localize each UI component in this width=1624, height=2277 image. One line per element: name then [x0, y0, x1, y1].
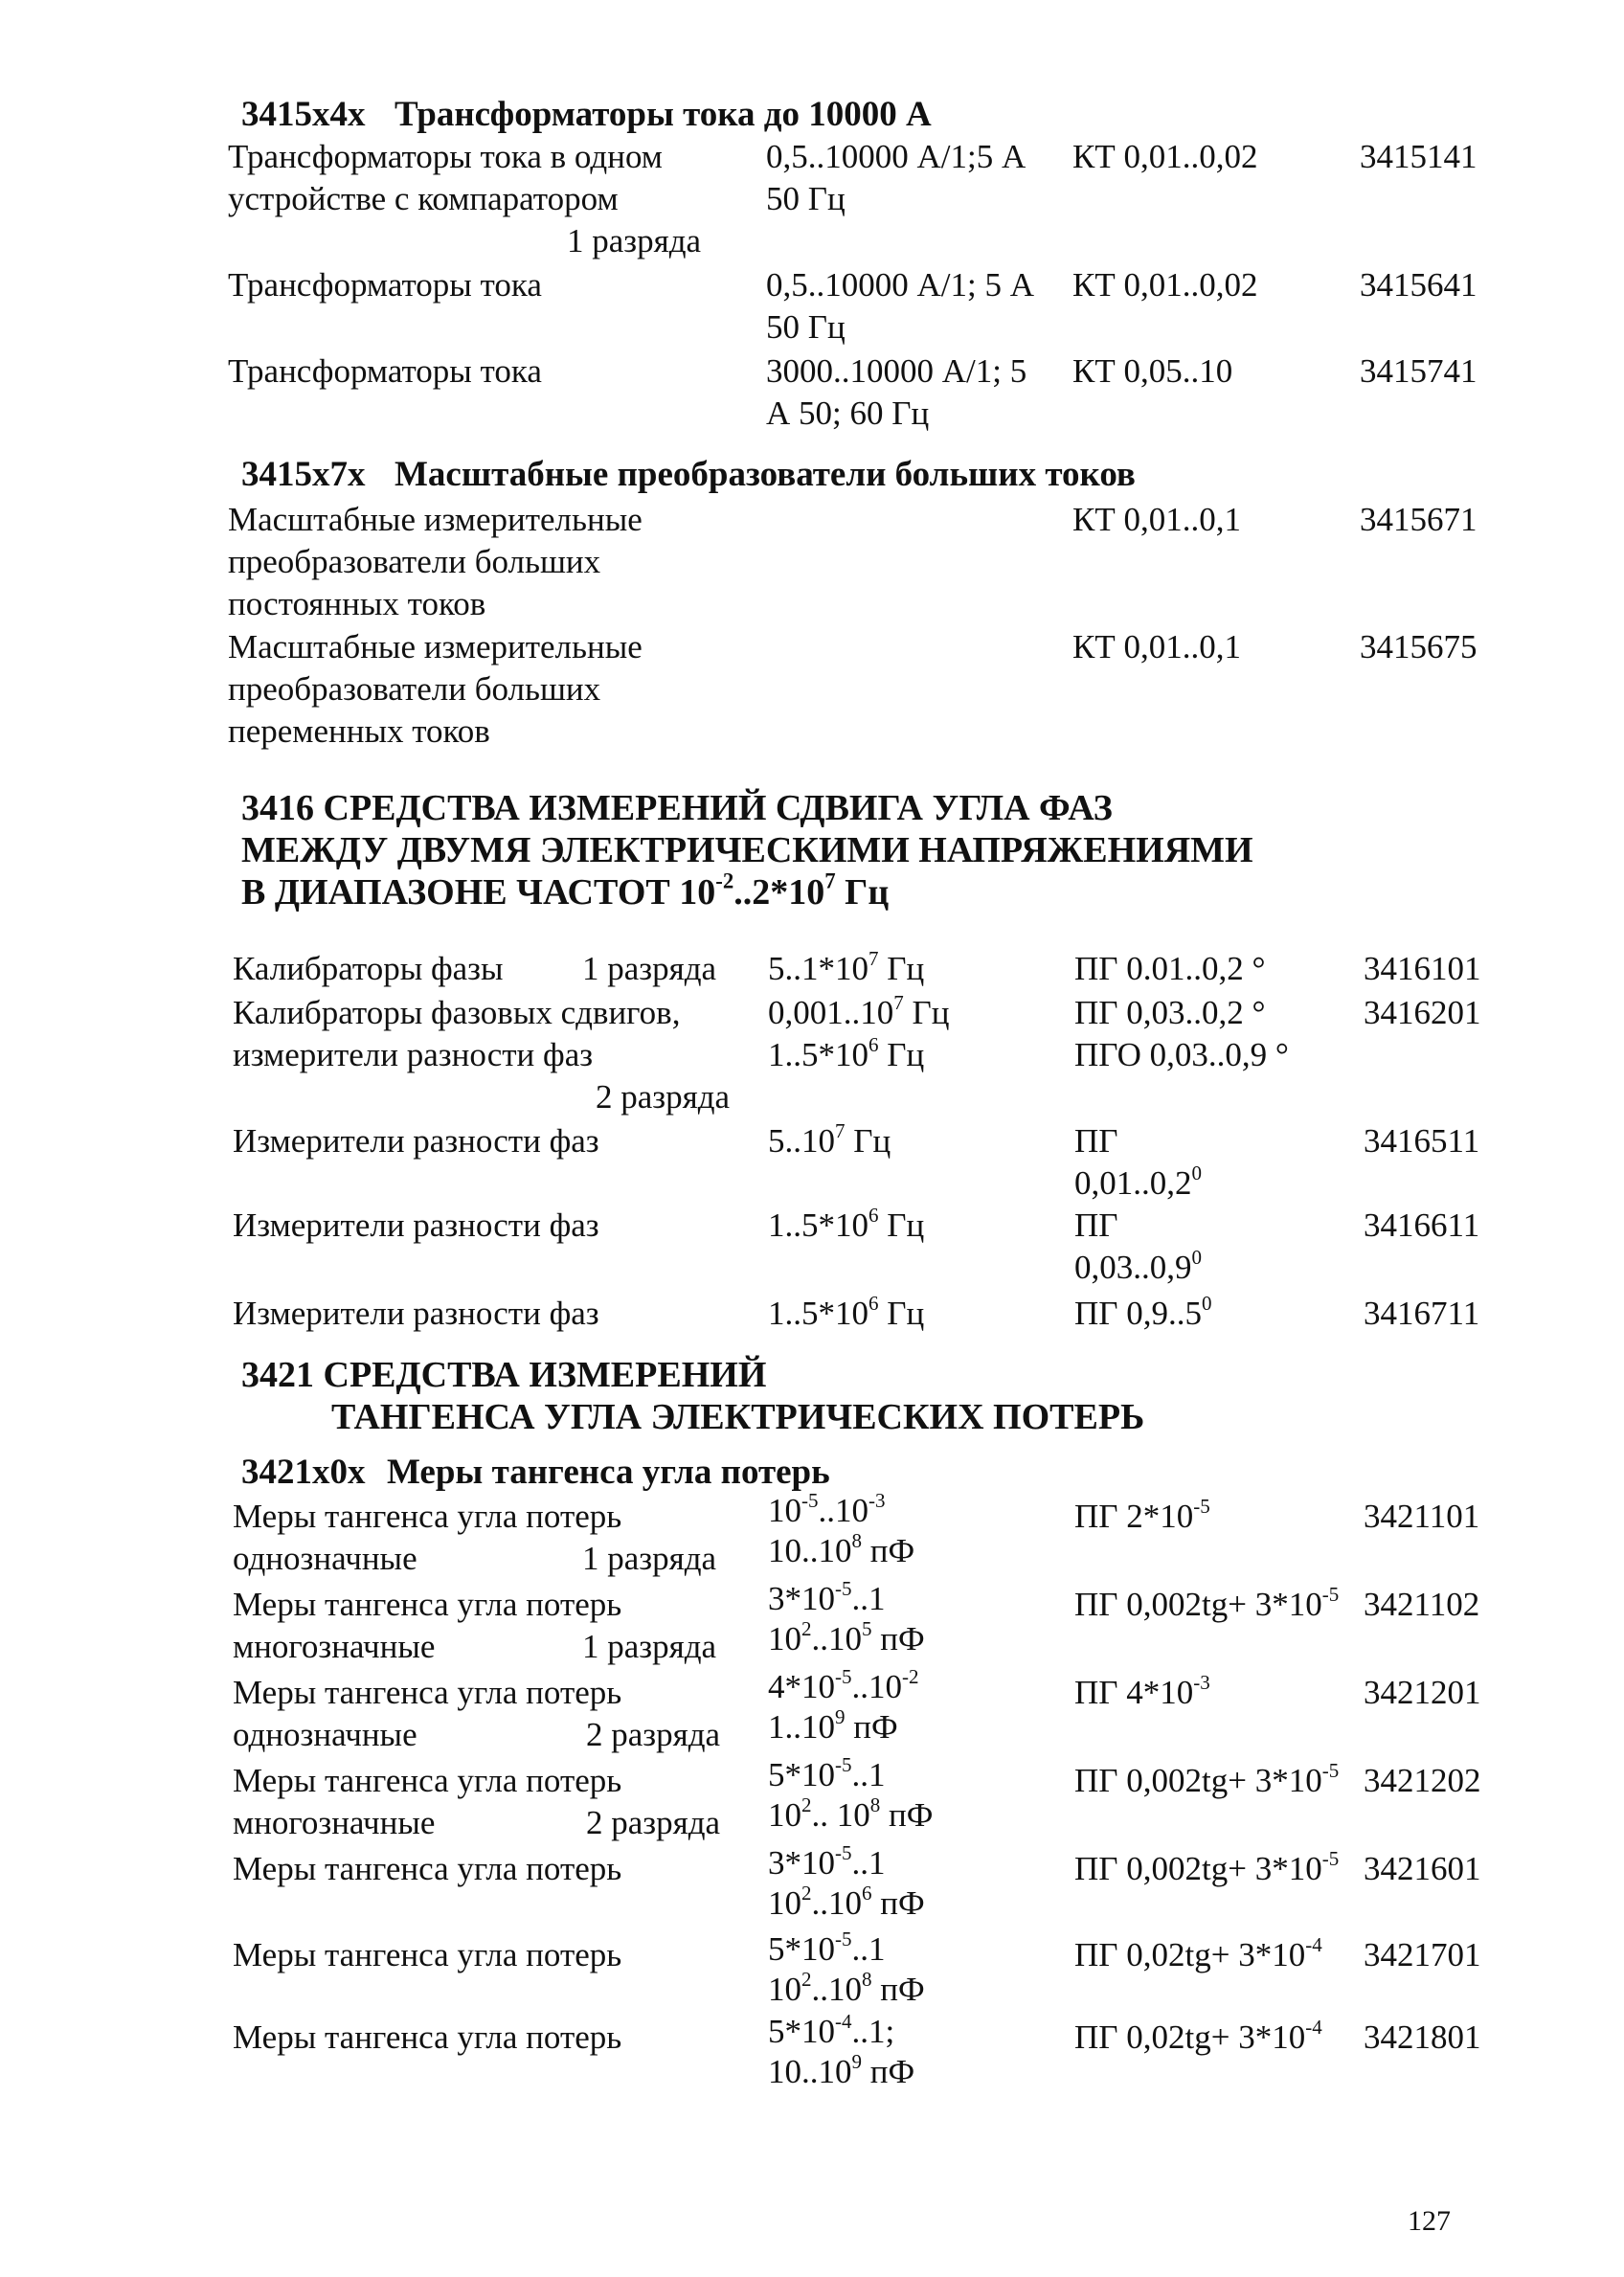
row-name: Калибраторы фазовых сдвигов,: [233, 994, 681, 1031]
row-range: 5..10$^7$ Гц: [768, 1118, 891, 1160]
row-code: 3415141: [1360, 138, 1477, 175]
row-grade: 2 разряда: [586, 1716, 721, 1753]
row-name: Калибраторы фазы: [233, 950, 504, 987]
row-accuracy: ПГ 0.01..0,2 °: [1074, 950, 1266, 987]
row-name: Трансформаторы тока в одном: [228, 138, 663, 175]
row-code: 3421101: [1364, 1498, 1480, 1535]
row-code: 3415671: [1360, 501, 1477, 538]
section-title-line: В ДИАПАЗОНЕ ЧАСТОТ $10^{-2}..2*10^7$ Гц: [241, 868, 890, 913]
section-title-line: 3416 СРЕДСТВА ИЗМЕРЕНИЙ СДВИГА УГЛА ФАЗ: [241, 788, 1113, 828]
row-range: $1..5*10^6$ Гц: [768, 1203, 925, 1244]
row-name: Меры тангенса угла потерь: [233, 1762, 622, 1799]
row-accuracy: КТ 0,01..0,1: [1072, 501, 1241, 538]
row-name: Масштабные измерительные: [228, 501, 643, 538]
row-name: однозначные: [233, 1716, 417, 1753]
section-title-line: 3421 СРЕДСТВА ИЗМЕРЕНИЙ: [241, 1355, 767, 1395]
subsection-title: Меры тангенса угла потерь: [387, 1453, 830, 1492]
subsection-title: Масштабные преобразователи больших токов: [395, 455, 1136, 494]
row-code: 3416101: [1364, 950, 1481, 987]
row-name: однозначные: [233, 1540, 417, 1577]
row-accuracy: ПГ $0,02tg+ 3*10^{-4}$: [1074, 1932, 1322, 1973]
row-range: $5*10^{-5}..1$: [768, 1752, 886, 1793]
row-range: 50 Гц: [766, 180, 846, 217]
row-range: 10..10$^8$ пФ: [768, 1528, 915, 1569]
row-range: 50 Гц: [766, 308, 846, 346]
row-code: 3415675: [1360, 628, 1477, 665]
page-number: 127: [1408, 2205, 1451, 2237]
row-name: Трансформаторы тока: [228, 352, 542, 390]
row-name: измерители разности фаз: [233, 1036, 594, 1073]
row-name: преобразователи больших: [228, 543, 601, 580]
row-name: Меры тангенса угла потерь: [233, 1586, 622, 1623]
row-name: многозначные: [233, 1628, 436, 1665]
row-accuracy: ПГ 0,9..5$^0$: [1074, 1291, 1212, 1332]
row-name: Меры тангенса угла потерь: [233, 1674, 622, 1711]
row-grade: 1 разряда: [567, 222, 702, 259]
row-range: $10^2$.. $10^8$ пФ: [768, 1792, 934, 1834]
row-grade: 1 разряда: [582, 950, 717, 987]
row-accuracy: ПГ $0,002tg+ 3*10^{-5}$: [1074, 1758, 1340, 1799]
row-name: Измерители разности фаз: [233, 1206, 599, 1244]
row-range: А 50; 60 Гц: [766, 395, 930, 432]
row-range: $5*10^{-4}..1$;: [768, 2009, 895, 2050]
subsection-code: 3415x7x: [241, 455, 366, 494]
row-grade: 2 разряда: [586, 1804, 721, 1841]
row-code: 3416711: [1364, 1295, 1480, 1332]
section-title-line: ТАНГЕНСА УГЛА ЭЛЕКТРИЧЕСКИХ ПОТЕРЬ: [331, 1397, 1145, 1437]
row-range: $1..5*10^6$ Гц: [768, 1032, 925, 1073]
row-code: 3421102: [1364, 1586, 1480, 1623]
row-code: 3416611: [1364, 1206, 1480, 1244]
row-name: Масштабные измерительные: [228, 628, 643, 665]
row-range: $3*10^{-5}..1$: [768, 1840, 886, 1882]
row-accuracy: КТ 0,01..0,02: [1072, 138, 1258, 175]
row-grade: 2 разряда: [596, 1078, 731, 1116]
row-code: 3421202: [1364, 1762, 1481, 1799]
row-accuracy: 0,03..0,9$^0$: [1074, 1245, 1202, 1286]
row-range: $10^2..10^5$ пФ: [768, 1616, 925, 1657]
row-name: Меры тангенса угла потерь: [233, 1936, 622, 1973]
row-name: преобразователи больших: [228, 670, 601, 708]
row-accuracy: ПГ: [1074, 1122, 1118, 1160]
row-accuracy: ПГ: [1074, 1206, 1118, 1244]
subsection-code: 3415x4x: [241, 95, 366, 134]
row-name: переменных токов: [228, 712, 490, 750]
row-name: Измерители разности фаз: [233, 1295, 599, 1332]
row-range: $10^2..10^6$ пФ: [768, 1881, 925, 1922]
row-code: 3416201: [1364, 994, 1481, 1031]
row-code: 3415741: [1360, 352, 1477, 390]
row-grade: 1 разряда: [582, 1540, 717, 1577]
row-accuracy: ПГО 0,03..0,9 °: [1074, 1036, 1289, 1073]
row-name: Трансформаторы тока: [228, 266, 542, 304]
row-range: $1..5*10^6$ Гц: [768, 1291, 925, 1332]
row-accuracy: КТ 0,01..0,1: [1072, 628, 1241, 665]
row-name: устройстве с компаратором: [228, 180, 619, 217]
row-range: 0,5..10000 А/1; 5 А: [766, 266, 1034, 304]
row-range: $5*10^{-5}..1$: [768, 1927, 886, 1968]
row-accuracy: ПГ $2*10^{-5}$: [1074, 1494, 1210, 1535]
row-range: $4*10^{-5}..10^{-2}$: [768, 1664, 919, 1705]
row-code: 3421701: [1364, 1936, 1481, 1973]
row-range: $10^2..10^8$ пФ: [768, 1967, 925, 2008]
subsection-code: 3421x0x: [241, 1453, 366, 1492]
row-name: постоянных токов: [228, 585, 486, 622]
row-code: 3421801: [1364, 2018, 1481, 2056]
row-range: 10..10$^9$ пФ: [768, 2049, 915, 2090]
row-accuracy: ПГ 0,03..0,2 °: [1074, 994, 1266, 1031]
row-accuracy: КТ 0,01..0,02: [1072, 266, 1258, 304]
row-accuracy: КТ 0,05..10: [1072, 352, 1233, 390]
subsection-title: Трансформаторы тока до 10000 А: [395, 95, 932, 134]
row-code: 3421601: [1364, 1850, 1481, 1887]
row-name: Меры тангенса угла потерь: [233, 1850, 622, 1887]
row-accuracy: ПГ $0,002tg+ 3*10^{-5}$: [1074, 1582, 1340, 1623]
row-code: 3421201: [1364, 1674, 1481, 1711]
row-accuracy: ПГ $0,02tg+ 3*10^{-4}$: [1074, 2015, 1322, 2056]
row-range: $5..1*10^7$ Гц: [768, 946, 925, 987]
row-range: $3*10^{-5}..1$: [768, 1576, 886, 1617]
row-accuracy: ПГ $4*10^{-3}$: [1074, 1670, 1210, 1711]
section-title-line: МЕЖДУ ДВУМЯ ЭЛЕКТРИЧЕСКИМИ НАПРЯЖЕНИЯМИ: [241, 830, 1253, 870]
row-range: 0,001..10$^7$ Гц: [768, 990, 950, 1031]
row-range: $10^{-5}..10^{-3}$: [768, 1488, 886, 1529]
row-name: Измерители разности фаз: [233, 1122, 599, 1160]
row-name: Меры тангенса угла потерь: [233, 1498, 622, 1535]
row-name: Меры тангенса угла потерь: [233, 2018, 622, 2056]
row-accuracy: ПГ $0,002tg+ 3*10^{-5}$: [1074, 1846, 1340, 1887]
row-range: 3000..10000 А/1; 5: [766, 352, 1027, 390]
row-range: 0,5..10000 А/1;5 А: [766, 138, 1026, 175]
row-code: 3415641: [1360, 266, 1477, 304]
row-code: 3416511: [1364, 1122, 1480, 1160]
row-name: многозначные: [233, 1804, 436, 1841]
row-range: 1..10$^9$ пФ: [768, 1704, 898, 1746]
row-grade: 1 разряда: [582, 1628, 717, 1665]
row-accuracy: 0,01..0,2$^0$: [1074, 1161, 1202, 1202]
